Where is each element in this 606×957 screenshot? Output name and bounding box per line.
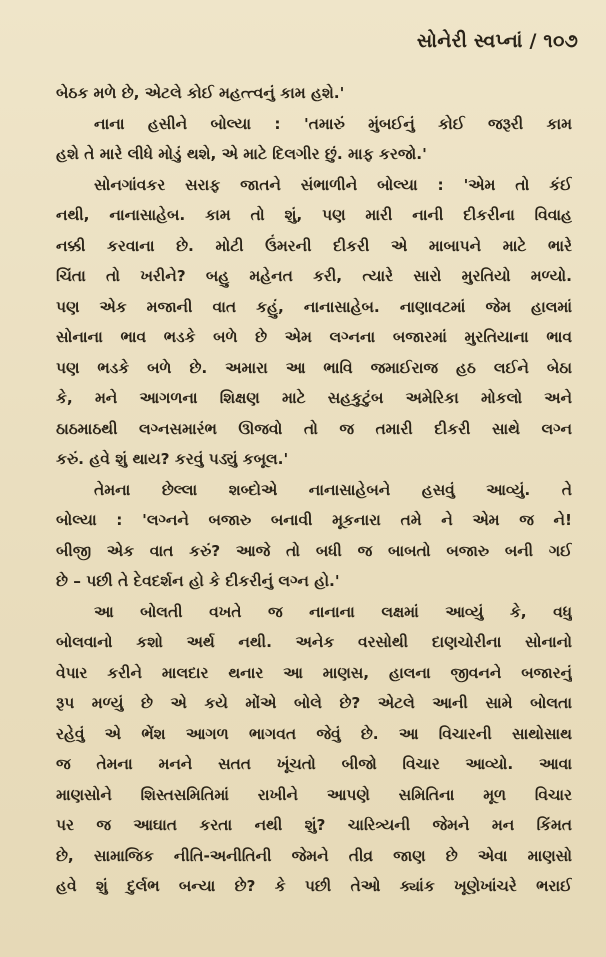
text-line: બોલવાનો કશો અર્થ નથી. અનેક વરસોથી દાણચોરીના સોનાનો [56,633,572,651]
body-text [56,78,572,902]
text-line: હવે શું દુર્લભ બન્યા છે? કે પછી તેઓ ક્યાંક ખૂણેખાંચરે ભરાઈ [56,877,572,895]
running-header: સોનેરી સ્વપ્નાં / ૧૦૭ [416,30,578,52]
text-line: સોનાના ભાવ ભડકે બળે છે એમ લગ્નના બજારમાં મુરતિયાના ભાવ [56,328,572,346]
text-line: કે, મને આગળના શિક્ષણ માટે સહકુટુંબ અમેરિકા મોકલો અને [56,389,572,407]
text-line: પણ એક મજાની વાત કહું, નાનાસાહેબ. નાણાવટમાં જેમ હાલમાં [56,297,572,316]
paragraph-first-line: તેમના છેલ્લા શબ્દોએ નાનાસાહેબને હસવું આવ્યું. તે [94,480,572,499]
paragraph-first-line: સોનગાંવકર સરાફ જાતને સંભાળીને બોલ્યા : 'એમ તો કંઈ [94,175,572,194]
paragraph-first-line: નાના હસીને બોલ્યા : 'તમારું મુંબઈનું કોઈ જરૂરી કામ [94,114,572,133]
text-line: બોલ્યા : 'લગ્નને બજારુ બનાવી મૂકનારા તમે ને એમ જ ને! [56,511,572,529]
text-line: બેઠક મળે છે, એટલે કોઈ મહત્ત્વનું કામ હશે.' [56,84,345,102]
text-line: છે – પછી તે દેવદર્શન હો કે દીકરીનું લગ્ન હો.' [56,572,340,590]
text-line: ચિંતા તો ખરીને? બહુ મહેનત કરી, ત્યારે સારો મુરતિયો મળ્યો. [56,267,572,285]
text-line: રહેવું એ ભેંશ આગળ ભાગવત જેવું છે. આ વિચારની સાથોસાથ [56,724,572,743]
text-line: બીજી એક વાત કરું? આજે તો બધી જ બાબતો બજારુ બની ગઈ [56,541,572,560]
text-line: કરું. હવે શું થાય? કરવું પડ્યું કબૂલ.' [56,450,289,468]
text-line: માણસોને શિસ્તસમિતિમાં રાખીને આપણે સમિતિના મૂળ વિચાર [56,785,572,804]
text-line: વેપાર કરીને માલદાર થનાર આ માણસ, હાલના જીવનને બજારનું [56,663,572,682]
text-line: નક્કી કરવાના છે. મોટી ઉંમરની દીકરી એ માબાપને માટે ભારે [56,236,572,255]
text-line: જ તેમના મનને સતત ખૂંચતો બીજો વિચાર આવ્યો. આવા [56,755,572,773]
text-line: ઠાઠમાઠથી લગ્નસમારંભ ઊજવો તો જ તમારી દીકરી સાથે લગ્ન [56,419,572,438]
text-line: પણ ભડકે બળે છે. અમારા આ ભાવિ જમાઈરાજ હઠ લઈને બેઠા [56,358,572,377]
paragraph-first-line: આ બોલતી વખતે જ નાનાના લક્ષમાં આવ્યું કે, વધુ [94,602,572,621]
text-line: છે, સામાજિક નીતિ-અનીતિની જેમને તીવ્ર જાણ છે એવા માણસો [56,846,572,865]
text-line: રૂપ મળ્યું છે એ કયે મોંએ બોલે છે? એટલે આની સામે બોલતા [56,694,572,712]
text-line: પર જ આઘાત કરતા નથી શું? ચારિત્ર્યની જેમને મન કિંમત [56,816,572,834]
text-line: નથી, નાનાસાહેબ. કામ તો શું, પણ મારી નાની દીકરીના વિવાહ [56,206,572,224]
text-line: હશે તે મારે લીધે મોડું થશે, એ માટે દિલગીર છું. માફ કરજો.' [56,145,427,163]
